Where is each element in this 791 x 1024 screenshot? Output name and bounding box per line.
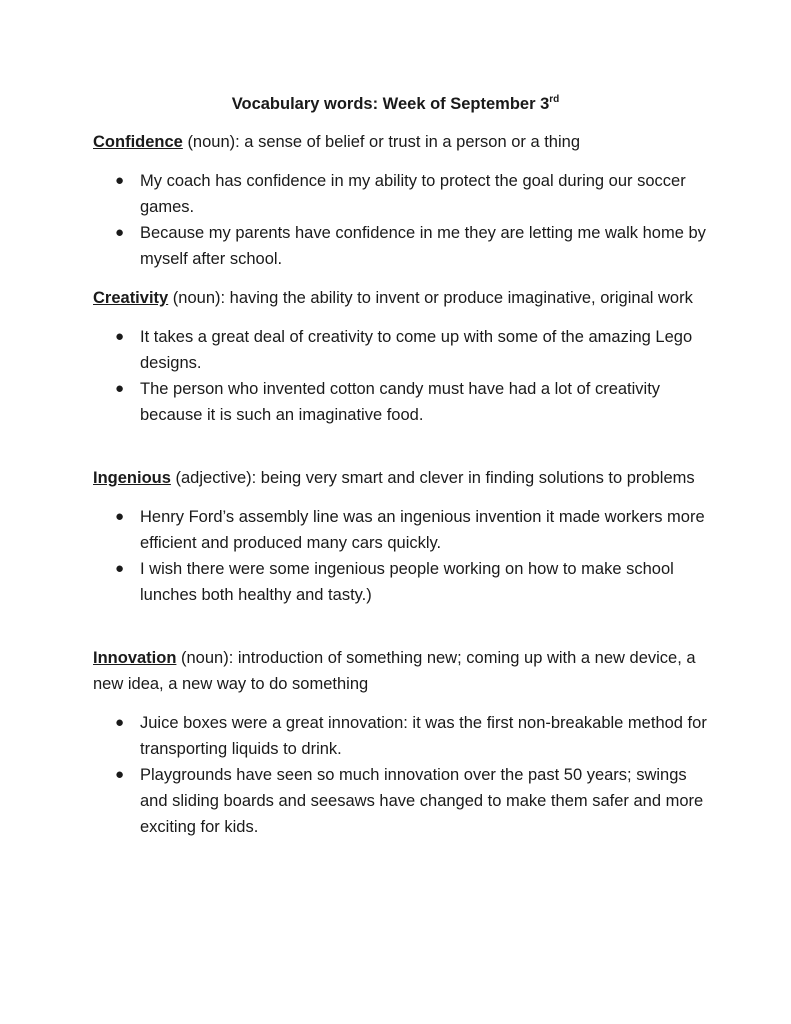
- title-superscript: rd: [549, 94, 560, 105]
- definition-text: : a sense of belief or trust in a person or a thing: [235, 133, 581, 151]
- bullet-icon: ●: [115, 560, 125, 577]
- part-of-speech: (noun): [172, 289, 221, 307]
- example-text: Playgrounds have seen so much innovation over the past 50 years; swings and sliding boards and seesaws have changed to make them safer and more exciting for kids.: [140, 766, 704, 836]
- part-of-speech: (adjective): [175, 469, 252, 487]
- example-text: My coach has confidence in my ability to protect the goal during our soccer games.: [140, 172, 686, 216]
- example-sentence: [93, 504, 708, 556]
- definition-line: [93, 645, 708, 697]
- example-text: The person who invented cotton candy must have had a lot of creativity because it is such an imaginative food.: [140, 380, 661, 424]
- example-sentence: [93, 324, 708, 376]
- part-of-speech: (noun): [181, 649, 229, 667]
- example-list: [93, 168, 708, 272]
- definition-line: [93, 285, 708, 311]
- example-text: Henry Ford’s assembly line was an ingenious invention it made workers more efficient and produced many cars quickly.: [140, 508, 705, 552]
- example-sentence: [93, 168, 708, 220]
- vocab-term: Innovation: [93, 649, 177, 667]
- bullet-icon: ●: [115, 766, 125, 783]
- example-text: Juice boxes were a great innovation: it was the first non-breakable method for transporting liquids to drink.: [140, 714, 707, 758]
- example-text: Because my parents have confidence in me they are letting me walk home by myself after school.: [140, 224, 706, 268]
- part-of-speech: (noun): [187, 133, 236, 151]
- definition-text: : being very smart and clever in finding solutions to problems: [251, 469, 695, 487]
- definition-line: [93, 465, 708, 491]
- vocab-term: Confidence: [93, 133, 183, 151]
- vocab-term: Creativity: [93, 289, 169, 307]
- bullet-icon: ●: [115, 224, 125, 241]
- bullet-icon: ●: [115, 508, 125, 525]
- vocab-entry-innovation: [93, 645, 708, 840]
- vocab-entry-creativity: [93, 285, 708, 428]
- example-sentence: [93, 762, 708, 840]
- bullet-icon: ●: [115, 380, 125, 397]
- definition-line: [93, 129, 708, 155]
- bullet-icon: ●: [115, 328, 125, 345]
- example-text: I wish there were some ingenious people working on how to make school lunches both healthy and tasty.): [140, 560, 674, 604]
- definition-text: : having the ability to invent or produce imaginative, original work: [220, 289, 693, 307]
- document-title: [0, 92, 791, 116]
- vocab-term: Ingenious: [93, 469, 171, 487]
- bullet-icon: ●: [115, 714, 125, 731]
- vocab-entry-confidence: [93, 129, 708, 272]
- bullet-icon: ●: [115, 172, 125, 189]
- example-sentence: [93, 556, 708, 608]
- example-list: [93, 710, 708, 840]
- example-text: It takes a great deal of creativity to come up with some of the amazing Lego designs.: [140, 328, 693, 372]
- definition-text: : introduction of something new; coming up with a new device, a new idea, a new way to do something: [93, 649, 696, 693]
- example-list: [93, 504, 708, 608]
- title-text: Vocabulary words: Week of September 3: [231, 95, 550, 113]
- example-sentence: [93, 710, 708, 762]
- example-list: [93, 324, 708, 428]
- example-sentence: [93, 376, 708, 428]
- example-sentence: [93, 220, 708, 272]
- vocab-entry-ingenious: [93, 465, 708, 608]
